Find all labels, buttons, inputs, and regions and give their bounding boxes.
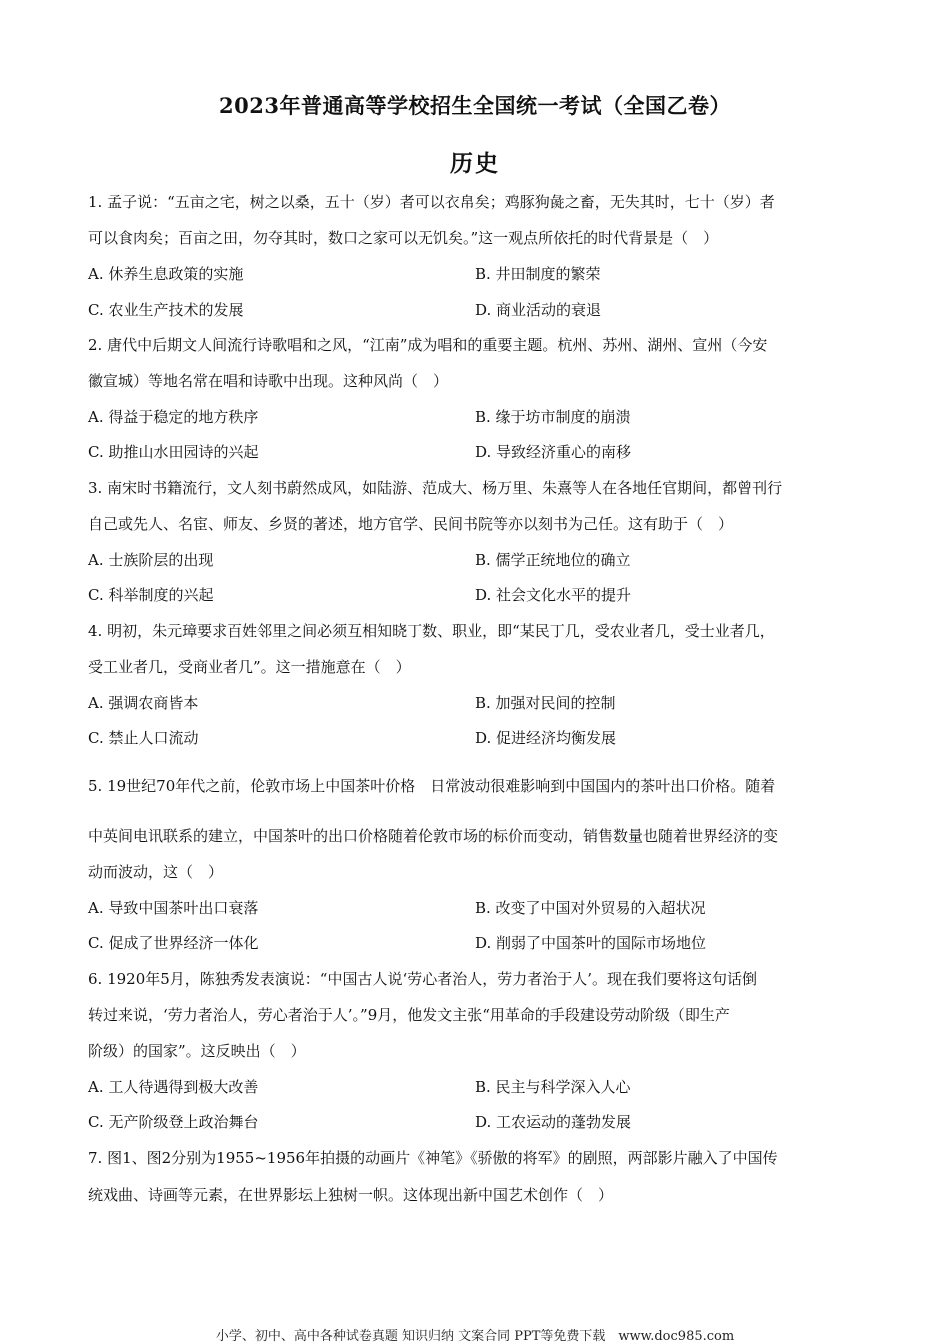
question-5-line-3: 动而波动，这（ ） [88, 863, 224, 881]
question-5-option-d: D. 削弱了中国茶叶的国际市场地位 [475, 934, 707, 952]
question-1-option-a: A. 休养生息政策的实施 [88, 265, 244, 283]
question-1-option-d: D. 商业活动的衰退 [475, 301, 602, 319]
question-6-option-a: A. 工人待遇得到极大改善 [88, 1078, 259, 1096]
exam-title: 2023年普通高等学校招生全国统一考试（全国乙卷） [219, 93, 731, 118]
question-1-line-1: 1. 孟子说：“五亩之宅，树之以桑，五十（岁）者可以衣帛矣；鸡豚狗彘之畜，无失其时，七十（岁）者 [88, 193, 775, 211]
question-6-line-2: 转过来说，‘劳力者治人，劳心者治于人’。”9月，他发文主张“用革命的手段建设劳动阶级（即生产 [88, 1006, 730, 1024]
question-2-option-c: C. 助推山水田园诗的兴起 [88, 443, 259, 461]
question-5-option-c: C. 促成了世界经济一体化 [88, 934, 259, 952]
page-footer: 小学、初中、高中各种试卷真题 知识归纳 文案合同 PPT等免费下载 www.doc985.com [215, 1329, 735, 1344]
question-2-option-d: D. 导致经济重心的南移 [475, 443, 632, 461]
question-6-line-1: 6. 1920年5月，陈独秀发表演说：“中国古人说‘劳心者治人，劳力者治于人’。现在我们要将这句话倒 [88, 970, 758, 988]
question-3-line-2: 自己或先人、名宦、师友、乡贤的著述，地方官学、民间书院等亦以刻书为己任。这有助于（ ） [88, 515, 734, 533]
question-3-option-b: B. 儒学正统地位的确立 [475, 551, 631, 569]
question-7-line-2: 统戏曲、诗画等元素，在世界影坛上独树一帜。这体现出新中国艺术创作（ ） [88, 1186, 614, 1204]
question-4-option-d: D. 促进经济均衡发展 [475, 729, 617, 747]
question-5-line-1: 5. 19世纪70年代之前，伦敦市场上中国茶叶价格 日常波动很难影响到中国国内的茶叶出口价格。随着 [88, 777, 776, 795]
question-2-option-a: A. 得益于稳定的地方秩序 [88, 408, 259, 426]
question-1-line-2: 可以食肉矣；百亩之田，勿夺其时，数口之家可以无饥矣。”这一观点所依托的时代背景是（ ） [88, 229, 719, 247]
question-6-line-3: 阶级）的国家”。这反映出（ ） [88, 1042, 306, 1060]
question-1-option-c: C. 农业生产技术的发展 [88, 301, 244, 319]
question-3-option-d: D. 社会文化水平的提升 [475, 586, 632, 604]
question-3-option-c: C. 科举制度的兴起 [88, 586, 214, 604]
question-3-option-a: A. 士族阶层的出现 [88, 551, 214, 569]
question-5-option-a: A. 导致中国茶叶出口衰落 [88, 899, 259, 917]
question-4-line-2: 受工业者几，受商业者几”。这一措施意在（ ） [88, 658, 411, 676]
question-3-line-1: 3. 南宋时书籍流行，文人刻书蔚然成风，如陆游、范成大、杨万里、朱熹等人在各地任官期间，都曾刊行 [88, 479, 783, 497]
question-4-option-c: C. 禁止人口流动 [88, 729, 199, 747]
question-6-option-c: C. 无产阶级登上政治舞台 [88, 1113, 259, 1131]
question-2-line-1: 2. 唐代中后期文人间流行诗歌唱和之风，“江南”成为唱和的重要主题。杭州、苏州、湖州、宣州（今安 [88, 336, 768, 354]
question-2-option-b: B. 缘于坊市制度的崩溃 [475, 408, 631, 426]
question-5-line-2: 中英间电讯联系的建立，中国茶叶的出口价格随着伦敦市场的标价而变动，销售数量也随着世界经济的变 [88, 827, 779, 845]
question-2-line-2: 徽宣城）等地名常在唱和诗歌中出现。这种风尚（ ） [88, 372, 449, 390]
question-6-option-b: B. 民主与科学深入人心 [475, 1078, 631, 1096]
question-4-option-b: B. 加强对民间的控制 [475, 694, 616, 712]
subject-heading: 历史 [450, 150, 500, 177]
question-5-option-b: B. 改变了中国对外贸易的入超状况 [475, 899, 706, 917]
question-4-option-a: A. 强调农商皆本 [88, 694, 199, 712]
question-1-option-b: B. 井田制度的繁荣 [475, 265, 601, 283]
question-7-line-1: 7. 图1、图2分别为1955~1956年拍摄的动画片《神笔》《骄傲的将军》的剧照，两部影片融入了中国传 [88, 1149, 778, 1167]
question-4-line-1: 4. 明初，朱元璋要求百姓邻里之间必须互相知晓丁数、职业，即“某民丁几，受农业者几，受士业者几， [88, 622, 775, 640]
question-6-option-d: D. 工农运动的蓬勃发展 [475, 1113, 632, 1131]
